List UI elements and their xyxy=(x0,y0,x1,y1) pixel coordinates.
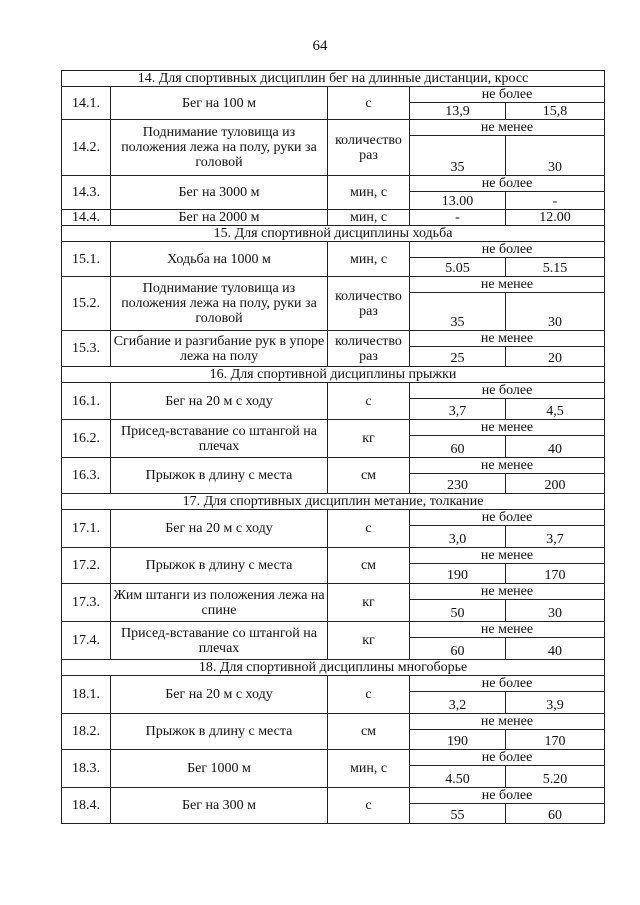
row-number: 18.3. xyxy=(62,750,111,788)
unit-cell: мин, с xyxy=(328,750,410,788)
unit-cell: с xyxy=(328,788,410,824)
row-number: 15.2. xyxy=(62,277,111,331)
table-row xyxy=(62,510,605,526)
value-women: 20 xyxy=(506,347,605,367)
criterion-label: не более xyxy=(410,87,605,103)
value-men: 35 xyxy=(410,136,506,176)
value-men: 55 xyxy=(410,804,506,824)
row-number: 17.2. xyxy=(62,548,111,584)
criterion-label: не менее xyxy=(410,277,605,293)
value-men: 13,9 xyxy=(410,103,506,120)
value-men: 190 xyxy=(410,730,506,750)
criterion-label: не более xyxy=(410,383,605,399)
unit-cell: количество раз xyxy=(328,331,410,367)
value-men: 60 xyxy=(410,638,506,660)
row-number: 17.4. xyxy=(62,622,111,660)
criterion-label: не менее xyxy=(410,584,605,600)
exercise-name: Прыжок в длину с места xyxy=(111,458,328,494)
table-row xyxy=(62,458,605,474)
value-men: 3,0 xyxy=(410,526,506,548)
row-number: 15.1. xyxy=(62,242,111,277)
exercise-name: Бег на 20 м с ходу xyxy=(111,510,328,548)
row-number: 16.3. xyxy=(62,458,111,494)
unit-cell: количество раз xyxy=(328,277,410,331)
row-number: 14.3. xyxy=(62,176,111,210)
exercise-name: Бег 1000 м xyxy=(111,750,328,788)
value-women: 40 xyxy=(506,436,605,458)
unit-cell: с xyxy=(328,383,410,420)
exercise-name: Бег на 2000 м xyxy=(111,210,328,226)
unit-cell: кг xyxy=(328,420,410,458)
unit-cell: см xyxy=(328,548,410,584)
unit-cell: с xyxy=(328,510,410,548)
exercise-name: Присед-вставание со штангой на плечах xyxy=(111,420,328,458)
unit-cell: с xyxy=(328,676,410,714)
table-row xyxy=(62,383,605,399)
value-men: 50 xyxy=(410,600,506,622)
exercise-name: Прыжок в длину с места xyxy=(111,548,328,584)
exercise-name: Бег на 20 м с ходу xyxy=(111,676,328,714)
table-row xyxy=(62,420,605,436)
row-number: 17.1. xyxy=(62,510,111,548)
criterion-label: не более xyxy=(410,510,605,526)
criterion-label: не менее xyxy=(410,331,605,347)
exercise-name: Ходьба на 1000 м xyxy=(111,242,328,277)
criterion-label: не менее xyxy=(410,458,605,474)
exercise-name: Бег на 3000 м xyxy=(111,176,328,210)
section-title: 15. Для спортивной дисциплины ходьба xyxy=(62,226,605,242)
row-number: 18.4. xyxy=(62,788,111,824)
section-title: 14. Для спортивных дисциплин бег на длинные дистанции, кросс xyxy=(62,71,605,87)
value-women: 30 xyxy=(506,136,605,176)
table-row xyxy=(62,788,605,804)
table-row xyxy=(62,622,605,638)
value-women: 12.00 xyxy=(506,210,605,226)
section-header-row xyxy=(62,367,605,383)
table-row xyxy=(62,277,605,293)
table-row xyxy=(62,242,605,258)
value-men: - xyxy=(410,210,506,226)
unit-cell: см xyxy=(328,458,410,494)
criterion-label: не менее xyxy=(410,622,605,638)
section-header-row xyxy=(62,494,605,510)
criterion-label: не более xyxy=(410,676,605,692)
table-row xyxy=(62,584,605,600)
value-women: 40 xyxy=(506,638,605,660)
table-row xyxy=(62,87,605,103)
row-number: 14.2. xyxy=(62,120,111,176)
unit-cell: кг xyxy=(328,584,410,622)
value-women: 3,7 xyxy=(506,526,605,548)
row-number: 18.1. xyxy=(62,676,111,714)
table-row xyxy=(62,210,605,226)
criterion-label: не менее xyxy=(410,548,605,564)
value-men: 5.05 xyxy=(410,258,506,277)
value-women: 30 xyxy=(506,293,605,331)
value-women: 4,5 xyxy=(506,399,605,420)
row-number: 16.2. xyxy=(62,420,111,458)
table-row xyxy=(62,176,605,192)
value-men: 3,2 xyxy=(410,692,506,714)
value-women: - xyxy=(506,192,605,210)
row-number: 17.3. xyxy=(62,584,111,622)
criterion-label: не более xyxy=(410,750,605,766)
row-number: 15.3. xyxy=(62,331,111,367)
criterion-label: не более xyxy=(410,788,605,804)
section-title: 18. Для спортивной дисциплины многоборье xyxy=(62,660,605,676)
value-women: 200 xyxy=(506,474,605,494)
value-women: 30 xyxy=(506,600,605,622)
section-header-row xyxy=(62,71,605,87)
unit-cell: мин, с xyxy=(328,176,410,210)
criterion-label: не менее xyxy=(410,714,605,730)
criterion-label: не менее xyxy=(410,120,605,136)
standards-table xyxy=(61,70,605,824)
table-row xyxy=(62,120,605,136)
exercise-name: Сгибание и разгибание рук в упоре лежа на полу xyxy=(111,331,328,367)
value-women: 170 xyxy=(506,564,605,584)
unit-cell: см xyxy=(328,714,410,750)
value-men: 3,7 xyxy=(410,399,506,420)
exercise-name: Бег на 300 м xyxy=(111,788,328,824)
value-women: 5.20 xyxy=(506,766,605,788)
value-women: 170 xyxy=(506,730,605,750)
page-number: 64 xyxy=(312,38,328,54)
exercise-name: Поднимание туловища из положения лежа на полу, руки за головой xyxy=(111,277,328,331)
exercise-name: Бег на 100 м xyxy=(111,87,328,120)
unit-cell: мин, с xyxy=(328,242,410,277)
value-men: 13.00 xyxy=(410,192,506,210)
section-header-row xyxy=(62,660,605,676)
section-header-row xyxy=(62,226,605,242)
unit-cell: с xyxy=(328,87,410,120)
exercise-name: Присед-вставание со штангой на плечах xyxy=(111,622,328,660)
section-title: 16. Для спортивной дисциплины прыжки xyxy=(62,367,605,383)
row-number: 14.1. xyxy=(62,87,111,120)
value-women: 15,8 xyxy=(506,103,605,120)
table-row xyxy=(62,676,605,692)
value-men: 4.50 xyxy=(410,766,506,788)
value-men: 230 xyxy=(410,474,506,494)
exercise-name: Прыжок в длину с места xyxy=(111,714,328,750)
row-number: 14.4. xyxy=(62,210,111,226)
section-title: 17. Для спортивных дисциплин метание, толкание xyxy=(62,494,605,510)
value-men: 35 xyxy=(410,293,506,331)
row-number: 16.1. xyxy=(62,383,111,420)
exercise-name: Поднимание туловища из положения лежа на полу, руки за головой xyxy=(111,120,328,176)
value-men: 25 xyxy=(410,347,506,367)
value-men: 190 xyxy=(410,564,506,584)
criterion-label: не более xyxy=(410,242,605,258)
value-women: 60 xyxy=(506,804,605,824)
criterion-label: не менее xyxy=(410,420,605,436)
unit-cell: мин, с xyxy=(328,210,410,226)
unit-cell: количество раз xyxy=(328,120,410,176)
exercise-name: Бег на 20 м с ходу xyxy=(111,383,328,420)
criterion-label: не более xyxy=(410,176,605,192)
table-row xyxy=(62,331,605,347)
table-row xyxy=(62,714,605,730)
exercise-name: Жим штанги из положения лежа на спине xyxy=(111,584,328,622)
row-number: 18.2. xyxy=(62,714,111,750)
value-women: 3,9 xyxy=(506,692,605,714)
unit-cell: кг xyxy=(328,622,410,660)
value-women: 5.15 xyxy=(506,258,605,277)
table-row xyxy=(62,750,605,766)
table-row xyxy=(62,548,605,564)
value-men: 60 xyxy=(410,436,506,458)
